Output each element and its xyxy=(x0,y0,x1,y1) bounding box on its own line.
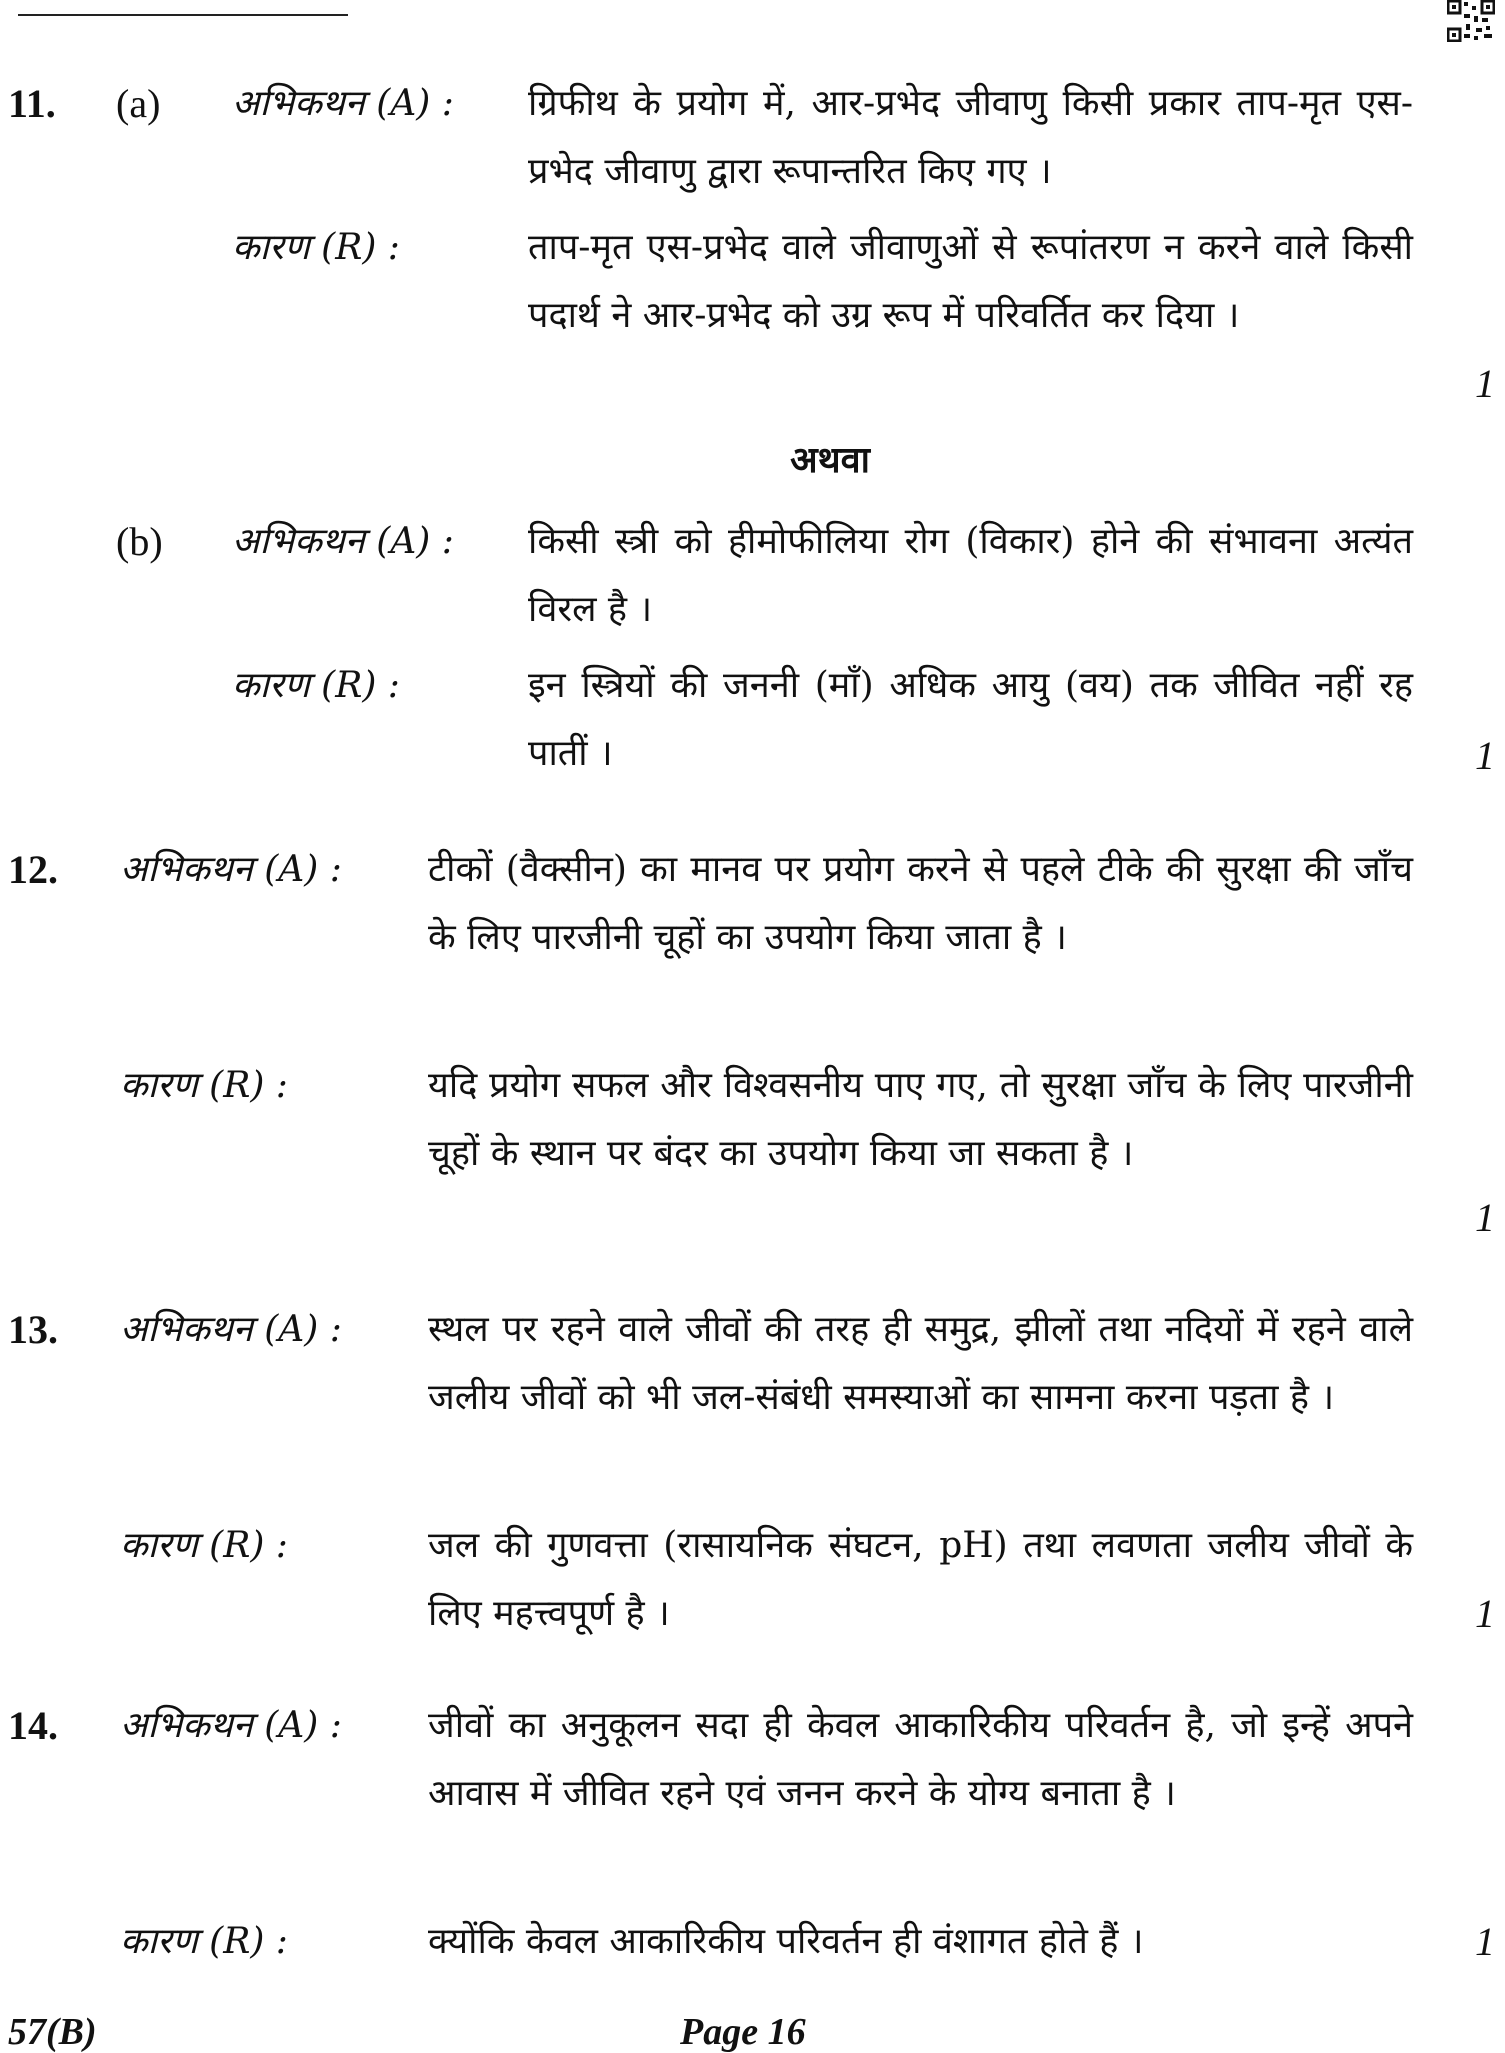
assertion-text: ग्रिफीथ के प्रयोग में, आर-प्रभेद जीवाणु किसी प्रकार ताप-मृत एस-प्रभेद जीवाणु द्वारा रूपान्तरित किए गए । xyxy=(528,83,1413,192)
assertion-label: अभिकथन (A) : xyxy=(232,521,454,562)
assertion-label: अभिकथन (A) : xyxy=(120,849,342,890)
question-number: 14. xyxy=(8,1703,58,1748)
paper-code: 57(B) xyxy=(8,2011,97,2053)
sub-question-b: (b) xyxy=(116,519,163,564)
question-number: 11. xyxy=(8,81,56,126)
assertion-text: जीवों का अनुकूलन सदा ही केवल आकारिकीय परिवर्तन है, जो इन्हें अपने आवास में जीवित रहने एवं जनन करने के योग्य बनाता है । xyxy=(428,1705,1413,1814)
or-separator: अथवा xyxy=(790,439,870,481)
reason-text: यदि प्रयोग सफल और विश्वसनीय पाए गए, तो सुरक्षा जाँच के लिए पारजीनी चूहों के स्थान पर बंदर का उपयोग किया जा सकता है । xyxy=(428,1065,1413,1174)
qr-code-icon xyxy=(1447,0,1495,42)
assertion-text: किसी स्त्री को हीमोफीलिया रोग (विकार) होने की संभावना अत्यंत विरल है । xyxy=(528,521,1413,630)
reason-text: ताप-मृत एस-प्रभेद वाले जीवाणुओं से रूपांतरण न करने वाले किसी पदार्थ ने आर-प्रभेद को उग्र रूप में परिवर्तित कर दिया । xyxy=(528,227,1413,336)
reason-text: इन स्त्रियों की जननी (माँ) अधिक आयु (वय) तक जीवित नहीं रह पातीं । xyxy=(528,665,1413,774)
question-number: 12. xyxy=(8,847,58,892)
marks: 1 xyxy=(1475,1919,1495,1964)
marks: 1 xyxy=(1475,1195,1495,1240)
assertion-text: टीकों (वैक्सीन) का मानव पर प्रयोग करने से पहले टीके की सुरक्षा की जाँच के लिए पारजीनी चूहों का उपयोग किया जाता है । xyxy=(428,849,1413,958)
assertion-label: अभिकथन (A) : xyxy=(120,1309,342,1350)
marks: 1 xyxy=(1475,1591,1495,1636)
question-number: 13. xyxy=(8,1307,58,1352)
sub-question-a: (a) xyxy=(116,81,161,126)
reason-label: कारण (R) : xyxy=(120,1065,288,1106)
top-rule xyxy=(18,14,348,16)
marks: 1 xyxy=(1475,733,1495,778)
assertion-label: अभिकथन (A) : xyxy=(120,1705,342,1746)
assertion-text: स्थल पर रहने वाले जीवों की तरह ही समुद्र, झीलों तथा नदियों में रहने वाले जलीय जीवों को भी जल-संबंधी समस्याओं का सामना करना पड़ता है । xyxy=(428,1309,1413,1418)
reason-text: क्योंकि केवल आकारिकीय परिवर्तन ही वंशागत होते हैं । xyxy=(428,1921,1144,1962)
reason-label: कारण (R) : xyxy=(232,227,400,268)
reason-text: जल की गुणवत्ता (रासायनिक संघटन, pH) तथा लवणता जलीय जीवों के लिए महत्त्वपूर्ण है । xyxy=(428,1525,1413,1634)
page-number: Page 16 xyxy=(680,2011,806,2053)
reason-label: कारण (R) : xyxy=(120,1525,288,1566)
reason-label: कारण (R) : xyxy=(232,665,400,706)
assertion-label: अभिकथन (A) : xyxy=(232,83,454,124)
reason-label: कारण (R) : xyxy=(120,1921,288,1962)
marks: 1 xyxy=(1475,361,1495,406)
